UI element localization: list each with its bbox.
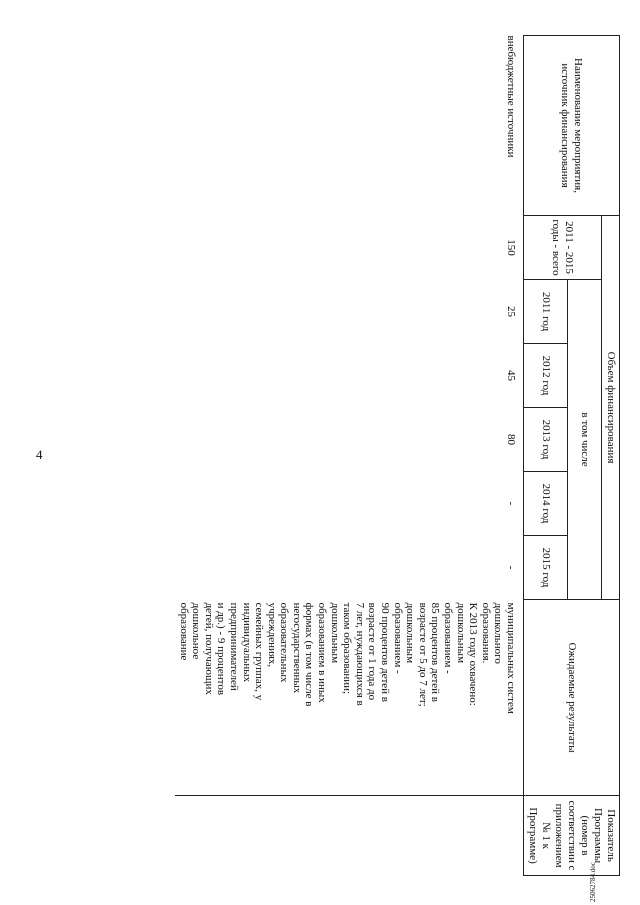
header-year-2011: 2011 год (524, 280, 568, 344)
rotated-sheet (20, 35, 620, 870)
header-expected-results: Ожидаемые результаты (524, 600, 620, 796)
row-2015: - (505, 565, 517, 570)
header-year-2013: 2013 год (524, 408, 568, 472)
row-name: внебюджетные источники (505, 35, 517, 158)
row-2012: 45 (505, 370, 517, 381)
document-filename: 25062784.doc (589, 862, 597, 902)
row-2013: 80 (505, 434, 517, 445)
row-total: 150 (505, 239, 517, 256)
header-total-2011-2015: 2011 - 2015 годы - всего (524, 216, 602, 280)
header-year-2014: 2014 год (524, 472, 568, 536)
row-2014: - (505, 501, 517, 506)
header-year-2015: 2015 год (524, 536, 568, 600)
header-name: Наименование мероприятия, источник финансирования (524, 36, 620, 216)
header-including: в том числе (568, 280, 602, 600)
page-number: 4 (36, 447, 43, 462)
funding-table (175, 35, 620, 876)
row-indicator (175, 796, 524, 876)
header-program-indicator: Показатель Программы (номер в соответствии с приложением № 1 к Программе) (524, 796, 620, 876)
row-expected-results: муниципальных систем дошкольного образования. К 2013 году охвачено: дошкольным образованием - 85 процентов детей в возрасте от 5 до 7 лет; дошкольным образованием - 90 процентов детей в возрасте от 1 года до 7 лет, нуждающихся в таком образовании; дошкольным образованием в иных формах (в том числе в негосударственных образовательных учреждениях, семейных группах, у индивидуальных предпринимателей и др.) - 9 процентов детей, получающих дошкольное образование (177, 602, 517, 714)
table-row (175, 36, 524, 876)
header-funding-volume: Объем финансирования (602, 216, 620, 600)
row-2011: 25 (505, 306, 517, 317)
header-year-2012: 2012 год (524, 344, 568, 408)
